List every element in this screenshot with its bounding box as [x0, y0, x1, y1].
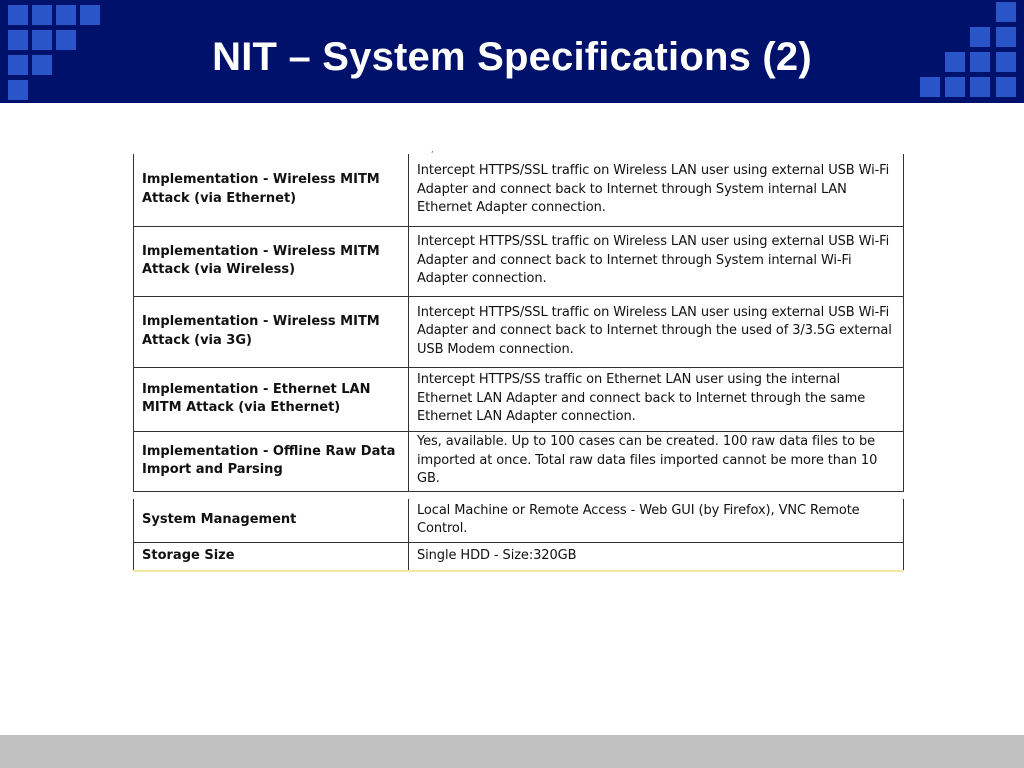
spec-label: Storage Size — [134, 542, 409, 570]
table-row — [134, 367, 904, 431]
table-row — [134, 431, 904, 491]
slide-footer-bar — [0, 735, 1024, 768]
spec-value: Intercept HTTPS/SSL traffic on Wireless LAN user using external USB Wi-Fi Adapter and connect back to Internet through System internal LAN Ethernet Adapter connection. — [409, 154, 904, 226]
decor-square — [32, 5, 52, 25]
table-row — [134, 296, 904, 367]
spec-value: Intercept HTTPS/SS traffic on Ethernet LAN user using the internal Ethernet LAN Adapter and connect back to Internet through the same Ethernet LAN Adapter connection. — [409, 367, 904, 431]
decor-square — [996, 2, 1016, 22]
spec-table-lower — [133, 499, 904, 571]
table-bottom-highlight — [133, 570, 904, 572]
spec-table — [133, 154, 904, 492]
spec-label: Implementation - Ethernet LAN MITM Attack (via Ethernet) — [134, 367, 409, 431]
table-row — [134, 542, 904, 570]
spec-value: Single HDD - Size:320GB — [409, 542, 904, 570]
spec-label: Implementation - Wireless MITM Attack (via Wireless) — [134, 226, 409, 296]
spec-label: System Management — [134, 499, 409, 542]
scan-mark: , — [431, 145, 434, 154]
table-row — [134, 154, 904, 226]
decor-square — [56, 5, 76, 25]
table-row — [134, 499, 904, 542]
spec-label: Implementation - Wireless MITM Attack (via Ethernet) — [134, 154, 409, 226]
spec-value: Intercept HTTPS/SSL traffic on Wireless LAN user using external USB Wi-Fi Adapter and connect back to Internet through System internal Wi-Fi Adapter connection. — [409, 226, 904, 296]
slide-header — [0, 0, 1024, 103]
spec-value: Local Machine or Remote Access - Web GUI (by Firefox), VNC Remote Control. — [409, 499, 904, 542]
spec-label: Implementation - Wireless MITM Attack (via 3G) — [134, 296, 409, 367]
decor-square — [80, 5, 100, 25]
table-row — [134, 226, 904, 296]
spec-label: Implementation - Offline Raw Data Import and Parsing — [134, 431, 409, 491]
spec-value: Intercept HTTPS/SSL traffic on Wireless LAN user using external USB Wi-Fi Adapter and connect back to Internet through the used of 3/3.5G external USB Modem connection. — [409, 296, 904, 367]
decor-square — [8, 5, 28, 25]
spec-value: Yes, available. Up to 100 cases can be created. 100 raw data files to be imported at once. Total raw data files imported cannot be more than 10 GB. — [409, 431, 904, 491]
slide-title: NIT – System Specifications (2) — [212, 35, 812, 79]
